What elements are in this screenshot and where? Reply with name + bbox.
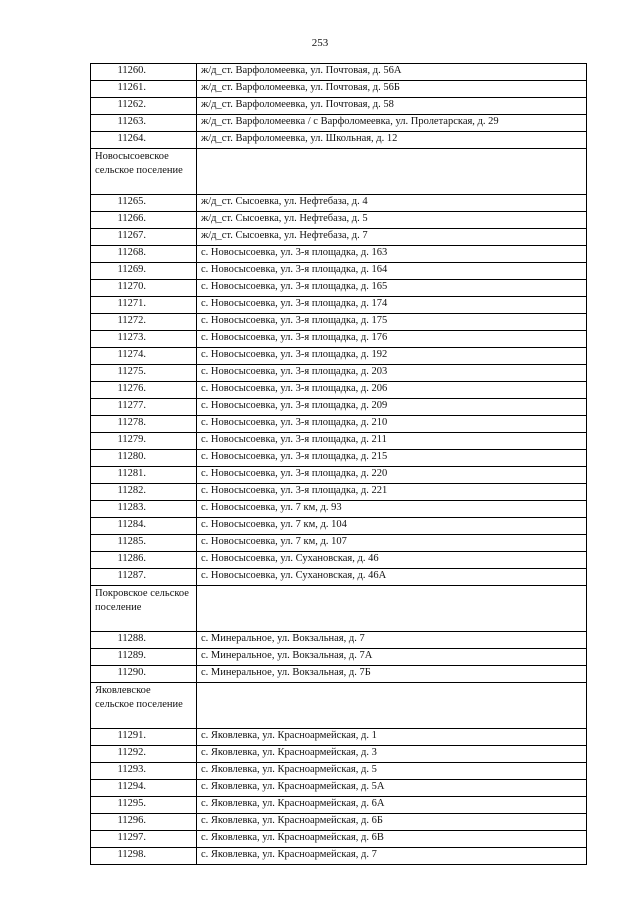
table-row [91, 195, 587, 212]
table-row [91, 212, 587, 229]
row-address: с. Новосысоевка, ул. Сухановская, д. 46 [197, 552, 587, 569]
row-address: с. Новосысоевка, ул. 3-я площадка, д. 221 [197, 484, 587, 501]
row-address: с. Новосысоевка, ул. 3-я площадка, д. 211 [197, 433, 587, 450]
empty-cell [197, 586, 587, 632]
row-address: с. Яковлевка, ул. Красноармейская, д. 6А [197, 797, 587, 814]
table-row [91, 632, 587, 649]
settlement-name: Яковлевское сельское поселение [91, 683, 197, 729]
table-row [91, 848, 587, 865]
row-number: 11272. [91, 314, 197, 331]
row-number: 11282. [91, 484, 197, 501]
table-row [91, 64, 587, 81]
table-row [91, 132, 587, 149]
row-address: с. Яковлевка, ул. Красноармейская, д. 1 [197, 729, 587, 746]
table-row [91, 331, 587, 348]
row-address: с. Новосысоевка, ул. Сухановская, д. 46А [197, 569, 587, 586]
settlement-name: Покровское сельское поселение [91, 586, 197, 632]
row-address: с. Новосысоевка, ул. 3-я площадка, д. 220 [197, 467, 587, 484]
row-number: 11287. [91, 569, 197, 586]
row-number: 11263. [91, 115, 197, 132]
row-address: с. Минеральное, ул. Вокзальная, д. 7 [197, 632, 587, 649]
table-row [91, 115, 587, 132]
table-row [91, 433, 587, 450]
row-address: с. Новосысоевка, ул. 3-я площадка, д. 164 [197, 263, 587, 280]
table-row [91, 535, 587, 552]
row-number: 11293. [91, 763, 197, 780]
table-row [91, 246, 587, 263]
table-row [91, 797, 587, 814]
row-address: с. Новосысоевка, ул. 7 км, д. 104 [197, 518, 587, 535]
table-row [91, 280, 587, 297]
table-row [91, 348, 587, 365]
row-number: 11278. [91, 416, 197, 433]
row-number: 11297. [91, 831, 197, 848]
row-address: с. Новосысоевка, ул. 3-я площадка, д. 192 [197, 348, 587, 365]
table-row [91, 98, 587, 115]
row-number: 11280. [91, 450, 197, 467]
row-address: с. Новосысоевка, ул. 3-я площадка, д. 203 [197, 365, 587, 382]
row-address: ж/д_ст. Сысоевка, ул. Нефтебаза, д. 7 [197, 229, 587, 246]
table-row [91, 297, 587, 314]
row-number: 11291. [91, 729, 197, 746]
row-address: с. Новосысоевка, ул. 3-я площадка, д. 165 [197, 280, 587, 297]
row-number: 11270. [91, 280, 197, 297]
row-address: с. Новосысоевка, ул. 3-я площадка, д. 175 [197, 314, 587, 331]
row-number: 11286. [91, 552, 197, 569]
table-row [91, 450, 587, 467]
row-address: с. Минеральное, ул. Вокзальная, д. 7А [197, 649, 587, 666]
row-address: с. Яковлевка, ул. Красноармейская, д. 7 [197, 848, 587, 865]
row-number: 11277. [91, 399, 197, 416]
table-row [91, 365, 587, 382]
row-number: 11288. [91, 632, 197, 649]
table-row [91, 501, 587, 518]
row-number: 11271. [91, 297, 197, 314]
row-address: с. Яковлевка, ул. Красноармейская, д. 5 [197, 763, 587, 780]
row-number: 11289. [91, 649, 197, 666]
row-address: ж/д_ст. Варфоломеевка, ул. Почтовая, д. 56А [197, 64, 587, 81]
row-number: 11265. [91, 195, 197, 212]
row-number: 11292. [91, 746, 197, 763]
row-address: с. Яковлевка, ул. Красноармейская, д. 6В [197, 831, 587, 848]
table-row [91, 552, 587, 569]
table-row [91, 729, 587, 746]
table-row [91, 467, 587, 484]
table-row [91, 763, 587, 780]
row-number: 11295. [91, 797, 197, 814]
row-address: с. Новосысоевка, ул. 3-я площадка, д. 174 [197, 297, 587, 314]
address-table-body [91, 64, 587, 865]
row-number: 11266. [91, 212, 197, 229]
row-number: 11269. [91, 263, 197, 280]
table-row [91, 814, 587, 831]
row-number: 11276. [91, 382, 197, 399]
row-address: с. Новосысоевка, ул. 3-я площадка, д. 163 [197, 246, 587, 263]
empty-cell [197, 149, 587, 195]
row-address: с. Новосысоевка, ул. 3-я площадка, д. 215 [197, 450, 587, 467]
row-number: 11273. [91, 331, 197, 348]
row-address: с. Минеральное, ул. Вокзальная, д. 7Б [197, 666, 587, 683]
settlement-name: Новосысоевское сельское поселение [91, 149, 197, 195]
row-address: с. Новосысоевка, ул. 3-я площадка, д. 210 [197, 416, 587, 433]
table-row [91, 649, 587, 666]
row-number: 11267. [91, 229, 197, 246]
table-row [91, 518, 587, 535]
table-row [91, 780, 587, 797]
row-number: 11296. [91, 814, 197, 831]
row-number: 11264. [91, 132, 197, 149]
table-row [91, 229, 587, 246]
row-number: 11294. [91, 780, 197, 797]
table-row [91, 831, 587, 848]
row-address: с. Яковлевка, ул. Красноармейская, д. 5А [197, 780, 587, 797]
row-number: 11274. [91, 348, 197, 365]
empty-cell [197, 683, 587, 729]
row-number: 11298. [91, 848, 197, 865]
row-address: с. Новосысоевка, ул. 7 км, д. 107 [197, 535, 587, 552]
row-address: ж/д_ст. Сысоевка, ул. Нефтебаза, д. 4 [197, 195, 587, 212]
row-address: с. Новосысоевка, ул. 3-я площадка, д. 209 [197, 399, 587, 416]
row-number: 11261. [91, 81, 197, 98]
row-address: с. Яковлевка, ул. Красноармейская, д. 6Б [197, 814, 587, 831]
row-number: 11279. [91, 433, 197, 450]
table-row [91, 81, 587, 98]
table-row [91, 416, 587, 433]
row-number: 11284. [91, 518, 197, 535]
row-address: ж/д_ст. Варфоломеевка / с Варфоломеевка, ул. Пролетарская, д. 29 [197, 115, 587, 132]
row-address: ж/д_ст. Варфоломеевка, ул. Школьная, д. 12 [197, 132, 587, 149]
row-address: с. Новосысоевка, ул. 3-я площадка, д. 176 [197, 331, 587, 348]
row-number: 11285. [91, 535, 197, 552]
row-address: с. Яковлевка, ул. Красноармейская, д. 3 [197, 746, 587, 763]
section-row [91, 149, 587, 195]
section-row [91, 683, 587, 729]
row-address: с. Новосысоевка, ул. 7 км, д. 93 [197, 501, 587, 518]
address-table [90, 63, 587, 865]
row-address: ж/д_ст. Варфоломеевка, ул. Почтовая, д. 58 [197, 98, 587, 115]
row-number: 11275. [91, 365, 197, 382]
table-row [91, 399, 587, 416]
table-row [91, 382, 587, 399]
row-address: с. Новосысоевка, ул. 3-я площадка, д. 206 [197, 382, 587, 399]
table-row [91, 569, 587, 586]
row-number: 11262. [91, 98, 197, 115]
row-number: 11260. [91, 64, 197, 81]
table-row [91, 666, 587, 683]
row-number: 11290. [91, 666, 197, 683]
row-address: ж/д_ст. Варфоломеевка, ул. Почтовая, д. 56Б [197, 81, 587, 98]
table-row [91, 263, 587, 280]
row-address: ж/д_ст. Сысоевка, ул. Нефтебаза, д. 5 [197, 212, 587, 229]
table-row [91, 314, 587, 331]
table-row [91, 484, 587, 501]
row-number: 11268. [91, 246, 197, 263]
section-row [91, 586, 587, 632]
table-row [91, 746, 587, 763]
page-number: 253 [311, 37, 329, 49]
row-number: 11281. [91, 467, 197, 484]
row-number: 11283. [91, 501, 197, 518]
